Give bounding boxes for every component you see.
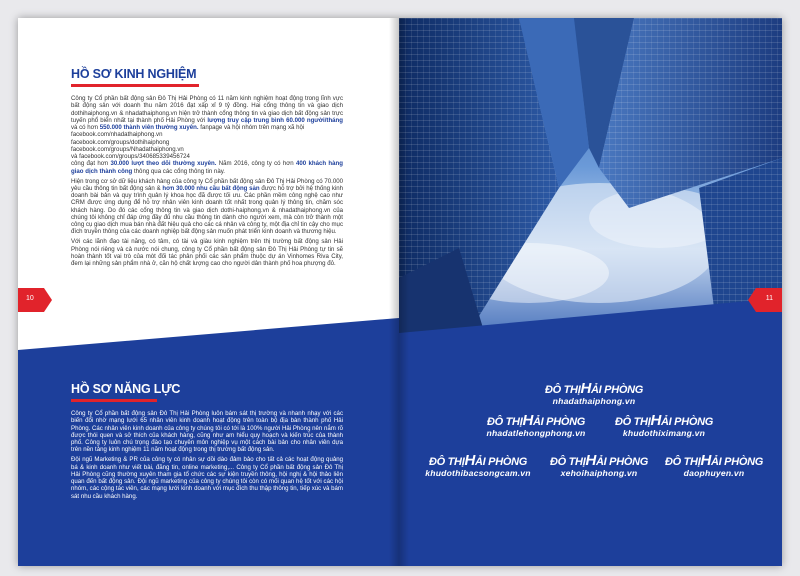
facebook-link: facebook.com/groups/Nhadathaiphong.vn bbox=[71, 145, 184, 153]
logo-domain: khudothibacsongcam.vn bbox=[425, 468, 531, 478]
page-tab-arrow-right-icon bbox=[742, 288, 782, 312]
left-page bbox=[18, 18, 399, 566]
logo-domain: nhadathaiphong.vn bbox=[552, 396, 636, 406]
logo-domain: xehoihaiphong.vn bbox=[560, 468, 638, 478]
section-title-experience: HỒ SƠ KINH NGHIỆM bbox=[71, 67, 197, 81]
right-page bbox=[399, 18, 782, 566]
logo-khudothiximang: ĐÔ THỊHẢI PHÒNG khudothiximang.vn bbox=[609, 415, 719, 438]
title-underline bbox=[71, 399, 157, 402]
title-underline bbox=[71, 84, 199, 87]
page-number: 11 bbox=[765, 295, 773, 302]
experience-paragraph-1: Công ty Cổ phần bất động sản Đô Thị Hải Phòng có 11 năm kinh nghiệm hoạt động trong lĩnh vực bất động sản với doanh thu năm 2016 đạt xấp xỉ 9 tỷ đồng. Hai cổng thông tin và giao dịch dothihaiphong.vn & nhadathaiphong.vn hiện trở thành cổng thông tin và giao dịch bất động sản trực tuyến phổ biến nhất tại thành phố Hải Phòng với lượng truy cập trung bình 60.000 người/tháng và có hơn 550.000 thành viên thường xuyên. fanpage và hội nhóm trên mạng xã hội facebook.com/nhadathaiphong.vn facebook.com/groups/dothihaiphong facebook.com/groups/Nhadathaiphong.vn và facebook.com/groups/340685339456724 công đạt hơn 30.000 lượt theo dõi thường xuyên. Năm 2016, công ty có hơn 400 khách hàng giao dịch thành công thông qua các cổng thông tin này. bbox=[71, 95, 344, 175]
logo-domain: nhadatlehongphong.vn bbox=[486, 428, 586, 438]
section-title-capability: HỒ SƠ NĂNG LỰC bbox=[71, 382, 181, 396]
page-number: 10 bbox=[26, 295, 34, 302]
logo-domain: khudothiximang.vn bbox=[622, 428, 706, 438]
capability-paragraph-2: Đội ngũ Marketing & PR của công ty có nhân sự dồi dào đảm bảo cho tất cả các hoạt động quảng bá & kinh doanh như viết bài, đăng tin, online marketing,... Công ty Cổ phần bất động sản Đô Thị Hải Phòng cũng thường xuyên tham gia tổ chức các sự kiện truyền thông, hội nghị & hội thảo liên quan đến bất động sản. Đội ngũ marketing của công ty chúng tôi còn có mối quan hệ tốt với các hội nhóm, các cộng tác viên, các mạng lưới kinh doanh với mục đích thu thập thông tin, tiếp xúc và bám sát nhu cầu khách hàng. bbox=[71, 456, 343, 500]
capability-body bbox=[71, 410, 343, 503]
experience-body bbox=[71, 95, 343, 270]
city-skyscraper-photo-icon bbox=[399, 18, 782, 566]
facebook-link: facebook.com/nhadathaiphong.vn bbox=[71, 131, 163, 139]
facebook-link: facebook.com/groups/dothihaiphong bbox=[71, 138, 170, 146]
logo-xehoihaiphong: ĐÔ THỊHẢI PHÒNG xehoihaiphong.vn bbox=[544, 455, 654, 478]
experience-paragraph-3: Với các lãnh đạo tài năng, có tâm, có tài và giàu kinh nghiệm trên thị trường bất động sản Hải Phòng nói riêng và cả nước nói chung, công ty Cổ phần bất động sản Đô Thị Hải Phòng tự tin sẽ hoàn thành tốt vai trò của mòt đối tác phân phối các sản phẩm thuộc dự án Vinhomes Riva City, đem lại những sản phẩm nhà ở, căn hộ chất lượng cao cho người dân thành phố hoa phượng đỏ. bbox=[71, 238, 343, 268]
facebook-link: và facebook.com/groups/340685339456724 bbox=[71, 153, 190, 160]
capability-paragraph-1: Công ty Cổ phần bất động sản Đô Thị Hải Phòng luôn bám sát thị trường và nhanh nhạy với các biến đổi nhờ mạng lưới 65 nhân viên kinh doanh hoạt động trên toàn bộ địa bàn thành phố Hải Phòng. Các nhân viên kinh doanh của công ty chúng tôi có tới là 100% người Hải Phòng nên nắm rõ được thói quen và sở thích của khách hàng, cũng như am hiểu quy hoạch và kiến trúc của thành phố. Công ty luôn chú trọng đào tạo chuyên môn nghiệp vụ một cách bài bản cho nhân viên dựa trên nền tảng kinh nghiệm 11 năm hoạt động trong thị trường bất động sản. bbox=[71, 410, 343, 454]
logo-nhadathaiphong: ĐÔ THỊHẢI PHÒNG nhadathaiphong.vn bbox=[539, 383, 649, 406]
brochure-spread bbox=[18, 18, 782, 566]
logo-domain: daophuyen.vn bbox=[683, 468, 745, 478]
logo-khudothibacsongcam: ĐÔ THỊHẢI PHÒNG khudothibacsongcam.vn bbox=[417, 455, 539, 478]
logo-daophuyen: ĐÔ THỊHẢI PHÒNG daophuyen.vn bbox=[664, 452, 764, 478]
experience-paragraph-2: Hiện trong cơ sở dữ liệu khách hàng của công ty Cổ phần bất động sản Đô Thị Hải Phòng có 70.000 yêu cầu thông tin bất động sản & hơn 30.000 nhu cầu bất động sản được hỗ trợ bởi hệ thống kinh doanh bài bản và quy trình quản lý khoa học đã được tối ưu. Các phần mềm công nghệ cao như CRM được ứng dụng để hỗ trợ nhân viên kinh doanh tốt nhất trong quản lý thông tin, chăm sóc khách hàng. Do đó các cổng thông tin và giao dịch dothi-haiphong.vn & nhadathaiphong.vn của chúng tôi không chỉ đáp ứng đầy đủ nhu cầu thông tin dành cho người xem, mà còn trở thành một công cụ giao dịch mua bán nhà đất hiệu quả cho các cá nhân và công ty, một địa chỉ tin cậy cho mục đích truyền thông của các doanh nghiệp bất động sản muốn phát triển kinh doanh và thương hiệu. bbox=[71, 177, 343, 236]
page-number-tab-left bbox=[18, 288, 58, 312]
page-number-tab-right bbox=[742, 288, 782, 312]
logo-nhadatlehongphong: ĐÔ THỊHẢI PHÒNG nhadatlehongphong.vn bbox=[481, 415, 591, 438]
page-tab-arrow-left-icon bbox=[18, 288, 58, 312]
